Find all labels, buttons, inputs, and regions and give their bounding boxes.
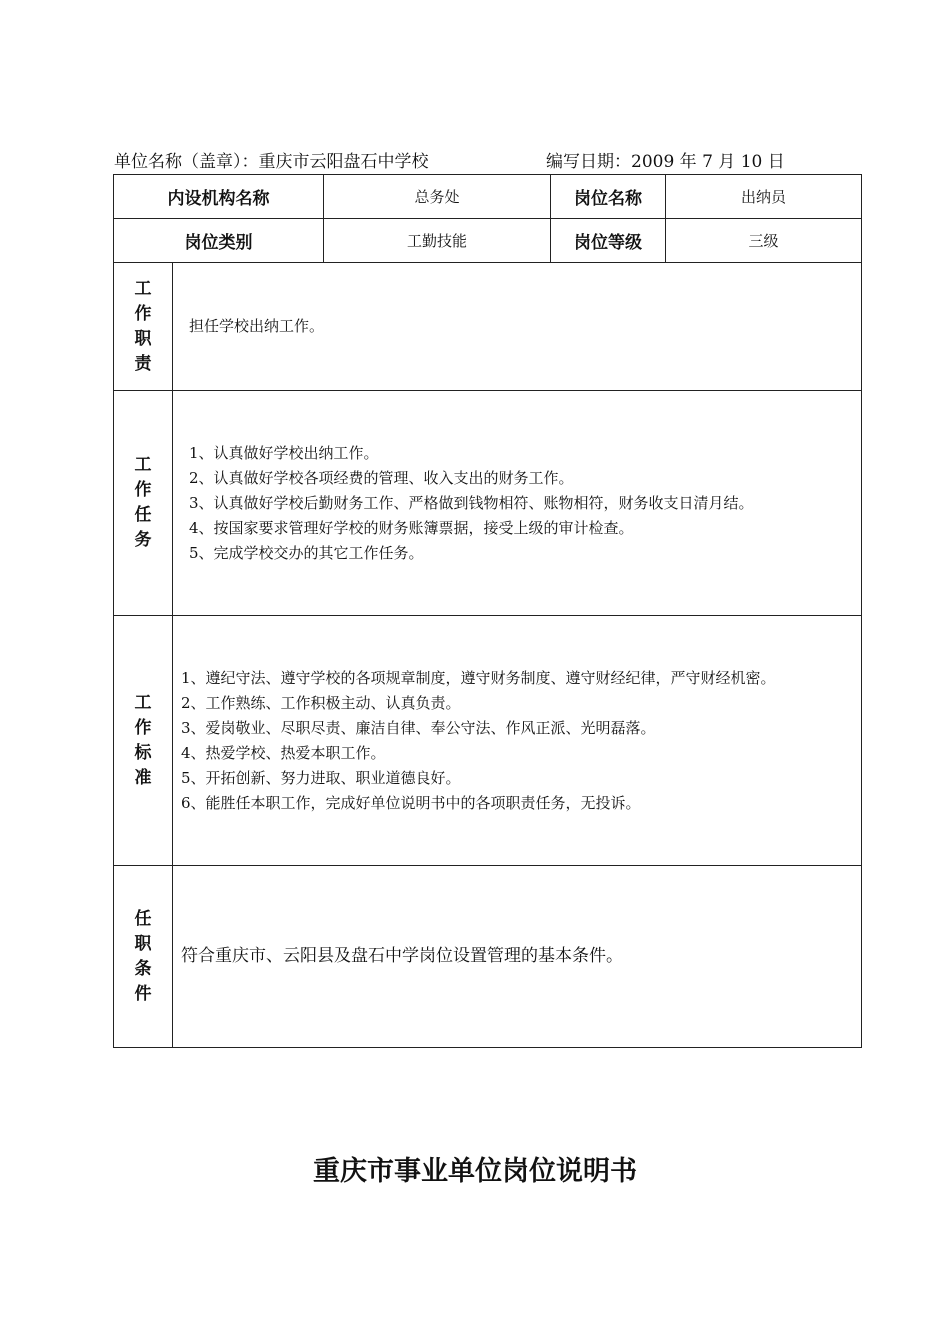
- post-level-value: 三级: [666, 219, 862, 263]
- dept-label: 内设机构名称: [114, 175, 324, 219]
- dept-value: 总务处: [324, 175, 551, 219]
- list-item: 2、工作熟练、工作积极主动、认真负责。: [181, 693, 461, 712]
- post-name-value: 出纳员: [666, 175, 862, 219]
- list-item: 4、热爱学校、热爱本职工作。: [181, 743, 386, 762]
- list-item: 6、能胜任本职工作，完成好单位说明书中的各项职责任务，无投诉。: [181, 793, 641, 812]
- post-name-label: 岗位名称: [551, 175, 666, 219]
- job-description-table: [113, 174, 862, 1048]
- table-row: [114, 391, 862, 616]
- list-item: 3、认真做好学校后勤财务工作、严格做到钱物相符、账物相符，财务收支日清月结。: [189, 493, 754, 512]
- unit-name: 单位名称（盖章）：重庆市云阳盘石中学校: [114, 152, 429, 172]
- post-level-label: 岗位等级: [551, 219, 666, 263]
- post-category-label: 岗位类别: [114, 219, 324, 263]
- table-row: [114, 219, 862, 263]
- duty-section-label: 工 作 职 责: [114, 263, 173, 391]
- table-row: [114, 175, 862, 219]
- list-item: 1、遵纪守法、遵守学校的各项规章制度，遵守财务制度、遵守财经纪律，严守财经机密。: [181, 668, 776, 687]
- table-row: [114, 263, 862, 391]
- duty-text: 担任学校出纳工作。: [173, 263, 862, 391]
- tasks-list: [173, 391, 862, 616]
- list-item: 3、爱岗敬业、尽职尽责、廉洁自律、奉公守法、作风正派、光明磊落。: [181, 718, 656, 737]
- qualifications-text: 符合重庆市、云阳县及盘石中学岗位设置管理的基本条件。: [173, 866, 862, 1048]
- document-title: 重庆市事业单位岗位说明书: [313, 1156, 637, 1187]
- list-item: 5、开拓创新、努力进取、职业道德良好。: [181, 768, 461, 787]
- list-item: 5、完成学校交办的其它工作任务。: [189, 543, 424, 562]
- list-item: 2、认真做好学校各项经费的管理、收入支出的财务工作。: [189, 468, 574, 487]
- standards-list: [173, 616, 862, 866]
- tasks-section-label: 工 作 任 务: [114, 391, 173, 616]
- list-item: 4、按国家要求管理好学校的财务账簿票据，接受上级的审计检查。: [189, 518, 634, 537]
- qualifications-section-label: 任 职 条 件: [114, 866, 173, 1048]
- table-row: [114, 616, 862, 866]
- standards-section-label: 工 作 标 准: [114, 616, 173, 866]
- table-row: [114, 866, 862, 1048]
- list-item: 1、认真做好学校出纳工作。: [189, 443, 379, 462]
- post-category-value: 工勤技能: [324, 219, 551, 263]
- compile-date: 编写日期：2009 年 7 月 10 日: [546, 152, 785, 172]
